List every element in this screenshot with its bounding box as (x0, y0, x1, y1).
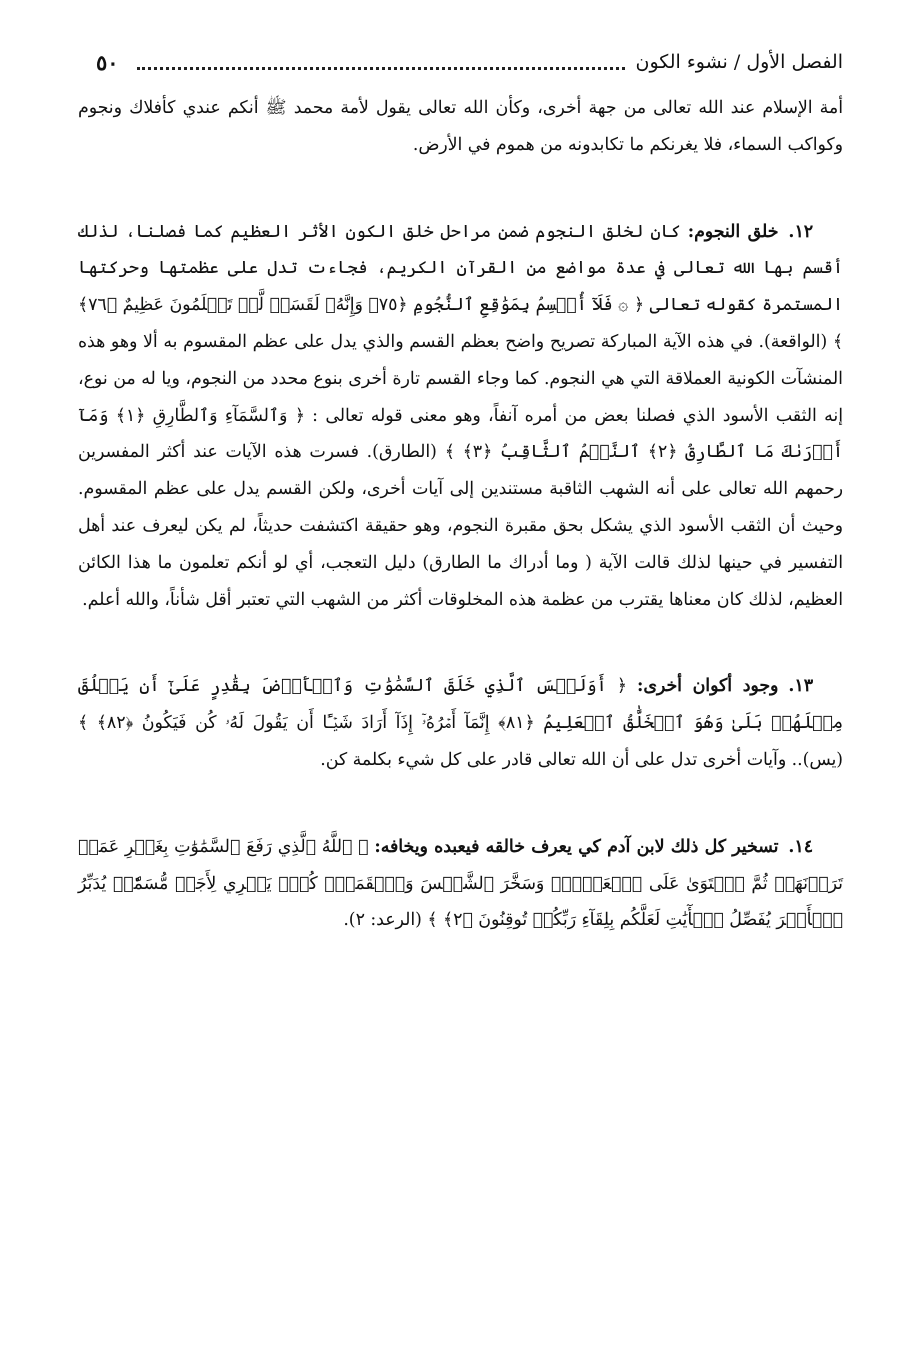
page-number: ٥٠ (96, 49, 119, 75)
section-number: ١٤. (788, 836, 813, 857)
section-number: ١٣. (788, 676, 813, 697)
running-head (78, 42, 843, 82)
section-14-paragraph (78, 829, 843, 939)
chapter-title: الفصل الأول / نشوء الكون (635, 51, 843, 73)
dotted-leader (137, 67, 626, 70)
paragraph-gap (78, 779, 843, 829)
paragraph-gap (78, 164, 843, 214)
section-12-paragraph (78, 214, 843, 619)
section-number: ١٢. (788, 221, 814, 242)
section-body: ﴿ ٱللَّهُ ٱلَّذِي رَفَعَ ٱلسَّمَٰوَٰتِ بِغَيۡرِ عَمَدٖ تَرَوۡنَهَاۖ ثُمَّ ٱسۡتَوَىٰ عَلَى ٱلۡعَرۡشِۖ وَسَخَّرَ ٱلشَّمۡسَ وَٱلۡقَمَرَۖ كُلّٞ يَجۡرِي لِأَجَلٖ مُّسَمّٗىۚ يُدَبِّرُ ٱلۡأَمۡرَ يُفَصِّلُ ٱلۡأٓيَٰتِ لَعَلَّكُم بِلِقَآءِ رَبِّكُمۡ تُوقِنُونَ ﴿٢﴾ ﴾ (الرعد: ٢). (78, 836, 843, 931)
section-body: كان لخلق النجوم ضمن مراحل خلق الكون الأثر العظيم كما فصلنا، لذلك أقسم بها الله تعالى في عدة مواضع من القرآن الكريم، فجاءت تدل على عظمتها وحركتها المستمرة كقوله تعالى ﴿ ۞ فَلَآ أُقۡسِمُ بِمَوَٰقِعِ ٱلنُّجُومِ ﴿٧٥﴾ وَإِنَّهُۥ لَقَسَمٞ لَّوۡ تَعۡلَمُونَ عَظِيمٌ ﴿٧٦﴾ ﴾ (الواقعة). في هذه الآية المباركة تصريح واضح بعظم القسم والذي يدل على عظم المقسوم به ألا وهو هذه المنشآت الكونية العملاقة التي هي النجوم. كما وجاء القسم تارة أخرى بنوع محدد من النجوم، ويا له من نوع، إنه الثقب الأسود الذي فصلنا بعض من أمره آنفاً، وهو معنى قوله تعالى : ﴿ وَٱلسَّمَآءِ وَٱلطَّارِقِ ﴿١﴾ وَمَآ أَدۡرَىٰكَ مَا ٱلطَّارِقُ ﴿٢﴾ ٱلنَّجۡمُ ٱلثَّاقِبُ ﴿٣﴾ ﴾ (الطارق). فسرت هذه الآيات عند أكثر المفسرين رحمهم الله تعالى على أنه الشهب الثاقبة مستندين إلى آيات أخرى، ولكن القسم يدل على عظم المقسوم. وحيث أن الثقب الأسود الذي يشكل بحق مقبرة النجوم، وهو حقيقة اكتشفت حديثاً، لم يكن ليعرف عند أهل التفسير في حينها لذلك قالت الآية ( وما أدراك ما الطارق) دليل التعجب، أي لو أنكم تعلمون ما هذا الكائن العظيم، لذلك كان معناها يقترب من عظمة هذه المخلوقات أكثر من الشهب التي تعتبر أقل شأناً، والله أعلم. (78, 221, 844, 610)
section-title: خلق النجوم: (687, 221, 779, 242)
intro-paragraph: أمة الإسلام عند الله تعالى من جهة أخرى، وكأن الله تعالى يقول لأمة محمد ﷺ أنكم عندي كأفلاك ونجوم وكواكب السماء، فلا يغرنكم ما تكابدونه من هموم في الأرض. (78, 98, 843, 155)
section-body: ﴿ أَوَلَيۡسَ ٱلَّذِي خَلَقَ ٱلسَّمَٰوَٰتِ وَٱلۡأَرۡضَ بِقَٰدِرٍ عَلَىٰٓ أَن يَخۡلُقَ مِثۡلَهُمۚ بَلَىٰ وَهُوَ ٱلۡخَلَّٰقُ ٱلۡعَلِيمُ ﴿٨١﴾ إِنَّمَآ أَمۡرُهُۥٓ إِذَآ أَرَادَ شَيۡـًٔا أَن يَقُولَ لَهُۥ كُن فَيَكُونُ ﴿٨٢﴾ ﴾ (يس).. وآيات أخرى تدل على أن الله تعالى قادر على كل شيء بكلمة كن. (78, 676, 844, 770)
section-13-paragraph (78, 668, 843, 778)
book-page (78, 42, 843, 939)
section-title: وجود أكوان أخرى: (637, 676, 779, 697)
section-title: تسخير كل ذلك لابن آدم كي يعرف خالقه فيعبده ويخافه: (374, 836, 779, 857)
paragraph-gap (78, 618, 843, 668)
